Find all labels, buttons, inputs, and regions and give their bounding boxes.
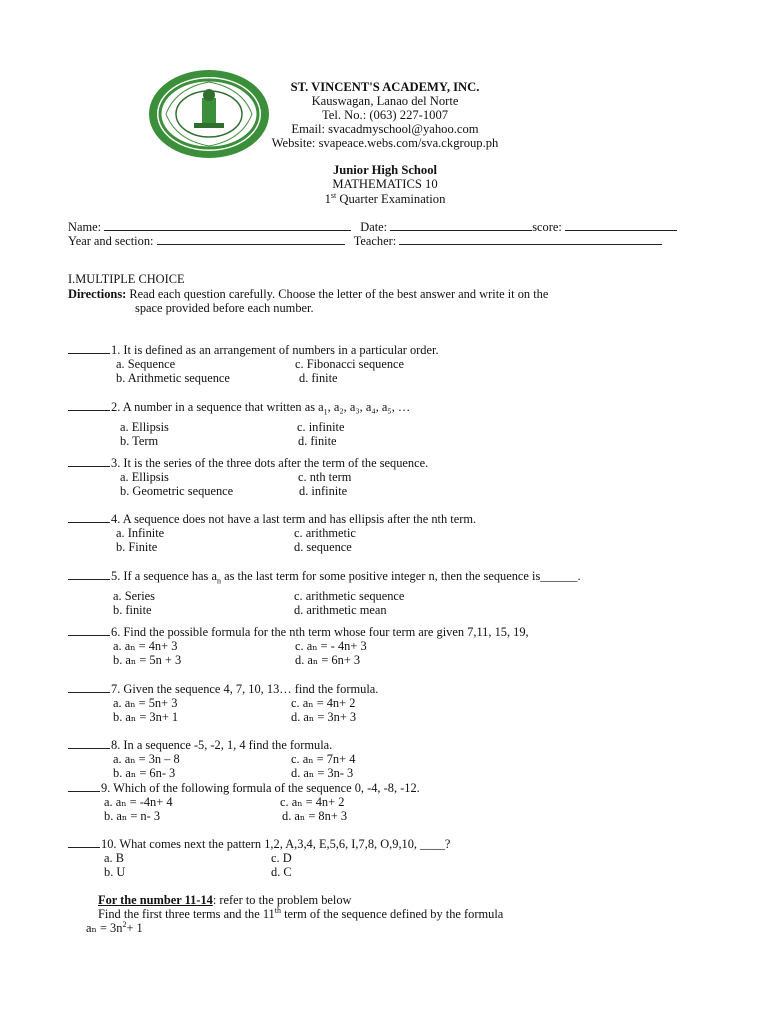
option-a: a. Series: [113, 588, 155, 603]
question-7: [68, 682, 718, 724]
answer-blank[interactable]: [68, 513, 110, 523]
directions-text-2: space provided before each number.: [135, 301, 314, 315]
option-c: c. infinite: [297, 419, 345, 434]
question-text-tail: , a₂, a₃, a₄, a₅, …: [327, 400, 411, 414]
option-b: b. Arithmetic sequence: [116, 371, 230, 386]
option-d: d. arithmetic mean: [294, 602, 387, 617]
option-c: c. aₙ = 7n+ 4: [291, 752, 356, 767]
teacher-blank[interactable]: [399, 235, 662, 245]
subscript-n: n: [216, 576, 221, 586]
question-number: 3.: [111, 456, 121, 470]
answer-blank[interactable]: [68, 570, 110, 580]
question-number: 6.: [111, 625, 121, 639]
option-d: d. finite: [298, 433, 337, 448]
option-b: b. aₙ = 6n- 3: [113, 766, 176, 781]
question-1: [68, 343, 718, 385]
school-header: [240, 80, 530, 150]
option-b: b. aₙ = n- 3: [104, 809, 161, 824]
year-section-blank[interactable]: [157, 235, 345, 245]
option-a: a. Infinite: [116, 526, 165, 541]
option-c: c. aₙ = - 4n+ 3: [295, 639, 367, 654]
answer-blank[interactable]: [68, 838, 100, 848]
school-email: Email: svacadmyschool@yahoo.com: [291, 122, 479, 136]
question-4: [68, 512, 718, 554]
school-website: Website: svapeace.webs.com/sva.ckgroup.ph: [271, 136, 499, 150]
question-text: What comes next the pattern 1,2, A,3,4, E,5,6, I,7,8, O,9,10, ____?: [116, 837, 451, 851]
question-text-tail: as the last term for some positive integer n, then the sequence is______.: [220, 569, 581, 583]
option-a: a. Ellipsis: [120, 419, 169, 434]
answer-blank[interactable]: [68, 782, 100, 792]
subject-title: MATHEMATICS 10: [332, 177, 438, 192]
score-blank[interactable]: [565, 221, 677, 231]
question-number: 5.: [111, 569, 121, 583]
option-d: d. aₙ = 8n+ 3: [282, 809, 348, 824]
note-label: For the number 11-14: [98, 893, 213, 907]
question-8: [68, 738, 718, 780]
student-info-row-1: [68, 220, 677, 235]
option-b: b. U: [104, 865, 126, 880]
note-text: : refer to the problem below: [212, 893, 352, 907]
school-level: Junior High School: [332, 163, 438, 177]
section-title: I.MULTIPLE CHOICE: [68, 272, 185, 286]
question-text: Which of the following formula of the sequence 0, -4, -8, -12.: [110, 781, 420, 795]
question-9: [68, 781, 718, 823]
exam-title: [240, 192, 530, 206]
subscript-1: 1: [323, 407, 328, 417]
school-telephone: Tel. No.: (063) 227-1007: [321, 108, 449, 122]
answer-blank[interactable]: [68, 344, 110, 354]
directions-label: Directions:: [68, 287, 127, 301]
option-a: a. aₙ = -4n+ 4: [104, 795, 173, 810]
student-info-row-2: [68, 234, 662, 249]
question-5: [68, 569, 718, 617]
problem-text-rest: term of the sequence defined by the formula: [281, 907, 504, 921]
option-a: a. Sequence: [116, 357, 176, 372]
problem-ordinal: th: [274, 905, 281, 915]
option-c: c. aₙ = 4n+ 2: [280, 795, 345, 810]
option-c: c. D: [271, 851, 292, 866]
question-10: [68, 837, 718, 879]
date-label: Date:: [360, 220, 388, 234]
option-c: c. Fibonacci sequence: [295, 357, 405, 372]
question-number: 2.: [111, 400, 121, 414]
option-a: a. aₙ = 4n+ 3: [113, 639, 178, 654]
answer-blank[interactable]: [68, 626, 110, 636]
question-text: It is the series of the three dots after the term of the sequence.: [120, 456, 429, 470]
answer-blank[interactable]: [68, 739, 110, 749]
option-b: b. Term: [120, 433, 159, 448]
exam-number: 1: [324, 191, 331, 206]
option-d: d. aₙ = 3n+ 3: [291, 710, 357, 725]
problem-note: [86, 893, 658, 935]
question-text: A number in a sequence that written as a: [120, 400, 324, 414]
question-number: 9.: [101, 781, 111, 795]
option-d: d. C: [271, 865, 292, 880]
question-number: 7.: [111, 682, 121, 696]
year-section-label: Year and section:: [68, 234, 154, 248]
question-text: In a sequence -5, -2, 1, 4 find the formula.: [120, 738, 333, 752]
option-d: d. infinite: [299, 484, 348, 499]
name-blank[interactable]: [104, 221, 351, 231]
score-label: score:: [532, 220, 562, 234]
directions: [68, 287, 668, 315]
question-3: [68, 456, 718, 498]
formula-exponent: 2: [122, 919, 127, 929]
school-address: Kauswagan, Lanao del Norte: [311, 94, 459, 108]
option-a: a. B: [104, 851, 124, 866]
answer-blank[interactable]: [68, 457, 110, 467]
option-b: b. Geometric sequence: [120, 484, 234, 499]
name-label: Name:: [68, 220, 102, 234]
answer-blank[interactable]: [68, 683, 110, 693]
option-b: b. aₙ = 3n+ 1: [113, 710, 179, 725]
option-b: b. Finite: [116, 540, 158, 555]
question-number: 10.: [101, 837, 117, 851]
question-6: [68, 625, 718, 667]
teacher-label: Teacher:: [353, 234, 397, 248]
option-c: c. arithmetic sequence: [294, 588, 405, 603]
option-a: a. aₙ = 3n – 8: [113, 752, 180, 767]
option-d: d. sequence: [294, 540, 352, 555]
question-number: 8.: [111, 738, 121, 752]
question-number: 4.: [111, 512, 121, 526]
directions-text-1: Read each question carefully. Choose the letter of the best answer and write it on the: [126, 287, 549, 301]
option-b: b. finite: [113, 602, 152, 617]
exam-header: [240, 163, 530, 206]
question-text: It is defined as an arrangement of numbers in a particular order.: [120, 343, 439, 357]
option-a: a. Ellipsis: [120, 470, 169, 485]
option-d: d. aₙ = 3n- 3: [291, 766, 354, 781]
exam-ordinal: st: [330, 190, 337, 200]
problem-text: Find the first three terms and the 11: [98, 907, 275, 921]
option-c: c. nth term: [298, 470, 352, 485]
option-d: d. finite: [299, 371, 338, 386]
question-text: Find the possible formula for the nth term whose four term are given 7,11, 15, 19,: [120, 625, 529, 639]
school-name: ST. VINCENT'S ACADEMY, INC.: [290, 80, 480, 94]
option-d: d. aₙ = 6n+ 3: [295, 653, 361, 668]
question-number: 1.: [111, 343, 121, 357]
question-2: [68, 400, 718, 448]
option-c: c. arithmetic: [294, 526, 356, 541]
formula-rest: + 1: [126, 921, 143, 935]
exam-title-rest: Quarter Examination: [336, 191, 446, 206]
option-b: b. aₙ = 5n + 3: [113, 653, 182, 668]
option-a: a. aₙ = 5n+ 3: [113, 696, 178, 711]
question-text: A sequence does not have a last term and has ellipsis after the nth term.: [120, 512, 477, 526]
question-text: If a sequence has a: [120, 569, 217, 583]
date-blank[interactable]: [390, 221, 532, 231]
answer-blank[interactable]: [68, 401, 110, 411]
formula: aₙ = 3n: [86, 921, 123, 935]
option-c: c. aₙ = 4n+ 2: [291, 696, 356, 711]
question-text: Given the sequence 4, 7, 10, 13… find the formula.: [120, 682, 379, 696]
